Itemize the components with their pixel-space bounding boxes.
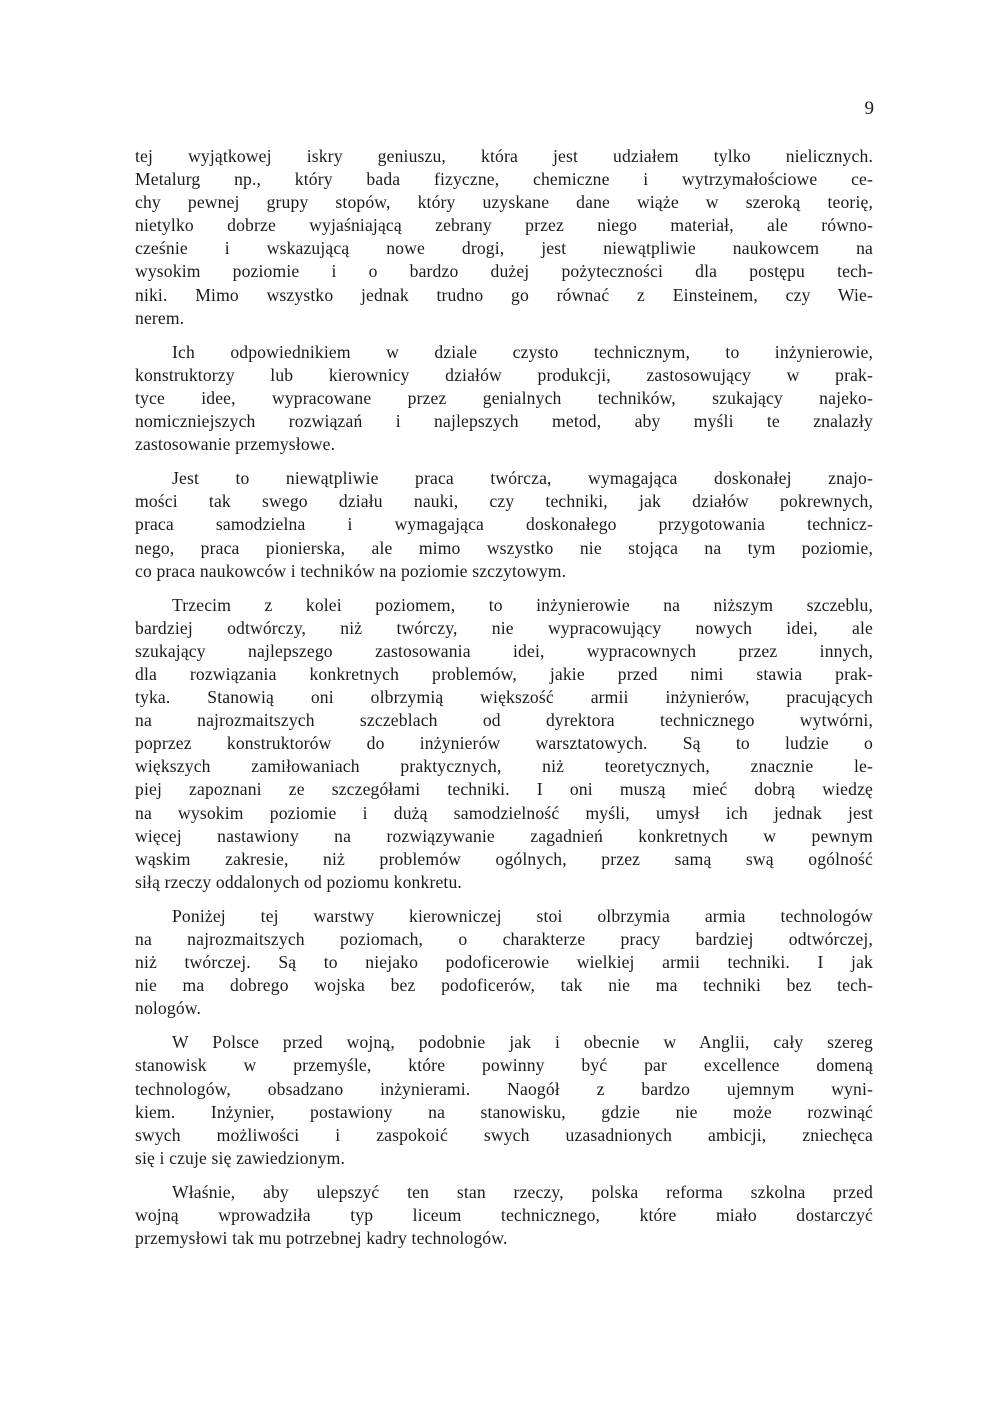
text-line: poprzez konstruktorów do inżynierów warsztatowych. Są to ludzie o xyxy=(135,733,873,754)
text-line: Trzecim z kolei poziomem, to inżynierowie na niższym szczeblu, xyxy=(172,594,873,615)
text-line: dla rozwiązania konkretnych problemów, jakie przed nimi stawia prak- xyxy=(135,663,873,684)
text-line: wysokim poziomie i o bardzo dużej pożyteczności dla postępu tech- xyxy=(135,261,873,282)
text-line: nietylko dobrze wyjaśniającą zebrany przez niego materiał, ale równo- xyxy=(135,215,873,236)
text-line: konstruktorzy lub kierownicy działów produkcji, zastosowujący w prak- xyxy=(135,364,873,385)
text-line: nego, praca pionierska, ale mimo wszystko nie stojąca na tym poziomie, xyxy=(135,537,873,558)
text-line: siłą rzeczy oddalonych od poziomu konkretu. xyxy=(135,871,462,892)
text-line: przemysłowi tak mu potrzebnej kadry technologów. xyxy=(135,1228,508,1249)
text-line: na najrozmaitszych poziomach, o charakterze pracy bardziej odtwórczej, xyxy=(135,929,873,949)
text-line: stanowisk w przemyśle, które powinny być par excellence domeną xyxy=(135,1055,873,1076)
text-line: więcej nastawiony na rozwiązywanie zagadnień konkretnych w pewnym xyxy=(135,825,873,846)
text-line: piej zapoznani ze szczegółami techniki. I oni muszą mieć dobrą wiedzę xyxy=(135,779,873,800)
text-line: Jest to niewątpliwie praca twórcza, wymagająca doskonałej znajo- xyxy=(172,468,873,489)
text-line: na najrozmaitszych szczeblach od dyrektora technicznego wytwórni, xyxy=(135,710,873,731)
text-line: niki. Mimo wszystko jednak trudno go równać z Einsteinem, czy Wie- xyxy=(135,284,873,305)
text-line: chy pewnej grupy stopów, który uzyskane dane wiąże w szeroką teorię, xyxy=(135,192,873,213)
paragraph-5 xyxy=(135,905,873,1020)
text-line: cześnie i wskazującą nowe drogi, jest niewątpliwie naukowcem na xyxy=(135,238,873,259)
paragraph-6 xyxy=(135,1031,873,1170)
text-line: tyka. Stanowią oni olbrzymią większość armii inżynierów, pracujących xyxy=(135,687,873,708)
text-line: mości tak swego działu nauki, czy techniki, jak działów pokrewnych, xyxy=(135,491,873,512)
paragraph-4 xyxy=(135,594,873,894)
text-line: na wysokim poziomie i dużą samodzielność myśli, umysł ich jednak jest xyxy=(135,802,873,823)
page-number: 9 xyxy=(864,98,874,119)
text-line: nie ma dobrego wojska bez podoficerów, tak nie ma techniki bez tech- xyxy=(135,975,873,996)
paragraph-3 xyxy=(135,467,873,582)
text-line: Metalurg np., który bada fizyczne, chemiczne i wytrzymałościowe ce- xyxy=(135,169,873,190)
text-line: bardziej odtwórczy, niż twórczy, nie wypracowujący nowych idei, ale xyxy=(135,617,873,638)
text-line: zastosowanie przemysłowe. xyxy=(135,434,336,455)
text-line: wojną wprowadziła typ liceum technicznego, które miało dostarczyć xyxy=(135,1205,873,1226)
text-line: Poniżej tej warstwy kierowniczej stoi olbrzymia armia technologów xyxy=(172,905,873,926)
text-line: Właśnie, aby ulepszyć ten stan rzeczy, polska reforma szkolna przed xyxy=(172,1181,873,1202)
text-line: kiem. Inżynier, postawiony na stanowisku, gdzie nie może rozwinąć xyxy=(135,1101,873,1122)
text-line: nologów. xyxy=(135,998,202,1019)
text-line: niż twórczej. Są to niejako podoficerowie wielkiej armii techniki. I jak xyxy=(135,952,873,973)
text-line: swych możliwości i zaspokoić swych uzasadnionych ambicji, zniechęca xyxy=(135,1124,873,1145)
text-line: nerem. xyxy=(135,307,185,328)
paragraph-7 xyxy=(135,1181,873,1250)
text-line: nomiczniejszych rozwiązań i najlepszych metod, aby myśli te znalazły xyxy=(135,411,873,432)
paragraph-1 xyxy=(135,145,873,330)
text-line: wąskim zakresie, niż problemów ogólnych, przez samą swą ogólność xyxy=(135,848,873,869)
text-line: co praca naukowców i techników na poziomie szczytowym. xyxy=(135,560,567,581)
text-line: technologów, obsadzano inżynierami. Naogół z bardzo ujemnym wyni- xyxy=(135,1078,873,1099)
text-line: tyce idee, wypracowane przez genialnych techników, szukający najeko- xyxy=(135,387,873,408)
paragraph-2 xyxy=(135,341,873,456)
text-line: szukający najlepszego zastosowania idei, wypracownych przez innych, xyxy=(135,640,873,661)
text-line: praca samodzielna i wymagająca doskonałego przygotowania technicz- xyxy=(135,514,873,535)
text-line: się i czuje się zawiedzionym. xyxy=(135,1147,346,1168)
text-line: większych zamiłowaniach praktycznych, niż teoretycznych, znacznie le- xyxy=(135,756,873,777)
text-line: tej wyjątkowej iskry geniuszu, która jest udziałem tylko nielicznych. xyxy=(135,146,873,166)
body-text xyxy=(135,145,873,1261)
text-line: Ich odpowiednikiem w dziale czysto technicznym, to inżynierowie, xyxy=(172,341,873,362)
text-line: W Polsce przed wojną, podobnie jak i obecnie w Anglii, cały szereg xyxy=(172,1032,873,1053)
